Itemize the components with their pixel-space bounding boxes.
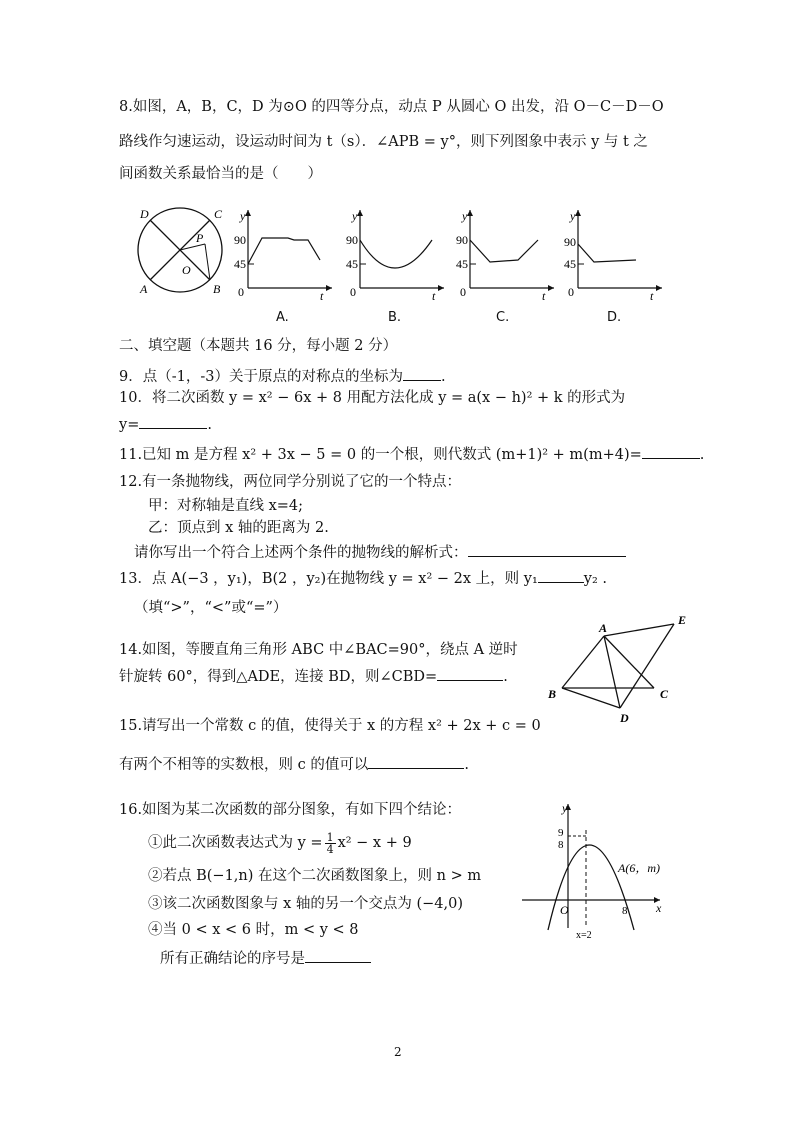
q12-line2: 甲：对称轴是直线 x=4; [148,498,304,514]
q11-blank[interactable] [642,442,700,459]
svg-text:90: 90 [346,233,358,247]
svg-text:0: 0 [460,285,466,299]
q16-parabola-figure [520,800,680,940]
svg-text:t: t [650,289,654,303]
q8-graph-c [454,204,564,304]
svg-text:A: A [599,621,608,635]
q16-answer: 所有正确结论的序号是 [160,946,371,969]
q12-line3: 乙：顶点到 x 轴的距离为 2. [148,520,329,536]
q15-blank[interactable] [368,752,464,769]
q13-line2: （填“>”，“<”或“=”） [134,600,288,616]
q10-line1: 10．将二次函数 y = x² − 6x + 8 用配方法化成 y = a(x − h)² + k 的形式为 [119,390,626,406]
circle-label-d: D [140,207,149,221]
q12-line1: 12.有一条抛物线，两位同学分别说了它的一个特点： [119,474,462,490]
q8-graph-d [562,204,672,304]
q16-conclusion-3: ③该二次函数图象与 x 轴的另一个交点为 (−4,0) [148,896,464,912]
q16-line1: 16.如图为某二次函数的部分图象，有如下四个结论： [119,802,462,818]
q15-line2: 有两个不相等的实数根，则 c 的值可以 . [119,752,469,775]
q13-blank[interactable] [538,566,584,583]
q10-line2: y= . [119,412,212,435]
option-b[interactable]: B. [388,310,402,325]
svg-text:C: C [660,687,669,701]
q16-conclusion-1: ①此二次函数表达式为 y = $\frac{1}{4}$ x² − x + 9 [148,830,412,856]
q8-line3: 间函数关系最恰当的是（ ） [119,166,322,182]
svg-text:t: t [542,289,546,303]
circle-label-p: P [196,231,204,245]
svg-text:B: B [548,687,557,701]
q13-line1: 13．点 A(−3 ，y₁)，B(2 ，y₂)在抛物线 y = x² − 2x 上，则 y₁ y₂ . [119,566,607,589]
svg-text:0: 0 [238,285,244,299]
q12-blank[interactable] [468,540,626,557]
q16-conclusion-4: ④当 0 < x < 6 时，m < y < 8 [148,922,359,938]
svg-text:x=2: x=2 [576,930,592,941]
svg-text:D: D [620,711,629,725]
q16-conclusion-2: ②若点 B(−1,n) 在这个二次函数图象上，则 n > m [148,868,482,884]
section-title: 二、填空题（本题共 16 分，每小题 2 分） [119,338,398,354]
q14-line2: 针旋转 60°，得到△ADE，连接 BD，则∠CBD= . [119,664,508,687]
q8-graph-b [344,204,454,304]
svg-text:y: y [240,209,246,223]
q8-line2: 路线作匀速运动，设运动时间为 t（s）．∠APB = y°，则下列图象中表示 y 与 t 之 [119,134,648,150]
svg-text:E: E [678,613,687,627]
q8-graph-a [232,204,342,304]
q8-circle-figure [130,200,230,300]
option-a[interactable]: A. [276,310,289,325]
q10-blank[interactable] [139,412,207,429]
svg-text:y: y [562,801,568,815]
svg-text:45: 45 [234,257,246,271]
q15-line1: 15.请写出一个常数 c 的值，使得关于 x 的方程 x² + 2x + c = 0 [119,718,541,734]
option-c[interactable]: C. [496,310,510,325]
q14-blank[interactable] [437,664,503,681]
svg-text:A(6，m): A(6，m) [618,861,660,875]
circle-label-o: O [182,263,191,277]
q8-line1: 8.如图，A，B，C，D 为⊙O 的四等分点，动点 P 从圆心 O 出发，沿 O－C－D－O [119,99,664,115]
svg-text:O: O [560,903,569,917]
q14-triangle-figure [540,608,700,728]
circle-label-a: A [140,282,148,296]
svg-text:45: 45 [456,257,468,271]
svg-text:y: y [570,209,576,223]
q11: 11.已知 m 是方程 x² + 3x − 5 = 0 的一个根，则代数式 (m+1)² + m(m+4)= . [119,442,704,465]
q16-blank[interactable] [305,946,371,963]
circle-label-b: B [213,282,221,296]
q12-line4: 请你写出一个符合上述两个条件的抛物线的解析式： [134,540,626,563]
svg-text:90: 90 [234,233,246,247]
svg-text:90: 90 [564,235,576,249]
q9: 9．点（-1，-3）关于原点的对称点的坐标为 . [119,364,446,387]
svg-text:0: 0 [568,285,574,299]
option-d[interactable]: D. [607,310,622,325]
svg-text:x: x [656,901,662,915]
svg-text:45: 45 [564,257,576,271]
q9-blank[interactable] [403,364,441,381]
svg-text:8: 8 [558,839,564,851]
svg-text:9: 9 [558,827,564,839]
svg-text:90: 90 [456,233,468,247]
svg-text:45: 45 [346,257,358,271]
circle-label-c: C [214,207,223,221]
page-number: 2 [394,1045,402,1059]
svg-text:t: t [320,289,324,303]
svg-text:0: 0 [350,285,356,299]
q14-line1: 14.如图，等腰直角三角形 ABC 中∠BAC=90°，绕点 A 逆时 [119,642,518,658]
svg-text:t: t [432,289,436,303]
svg-text:y: y [462,209,468,223]
svg-text:y: y [352,209,358,223]
svg-text:8: 8 [622,905,628,917]
